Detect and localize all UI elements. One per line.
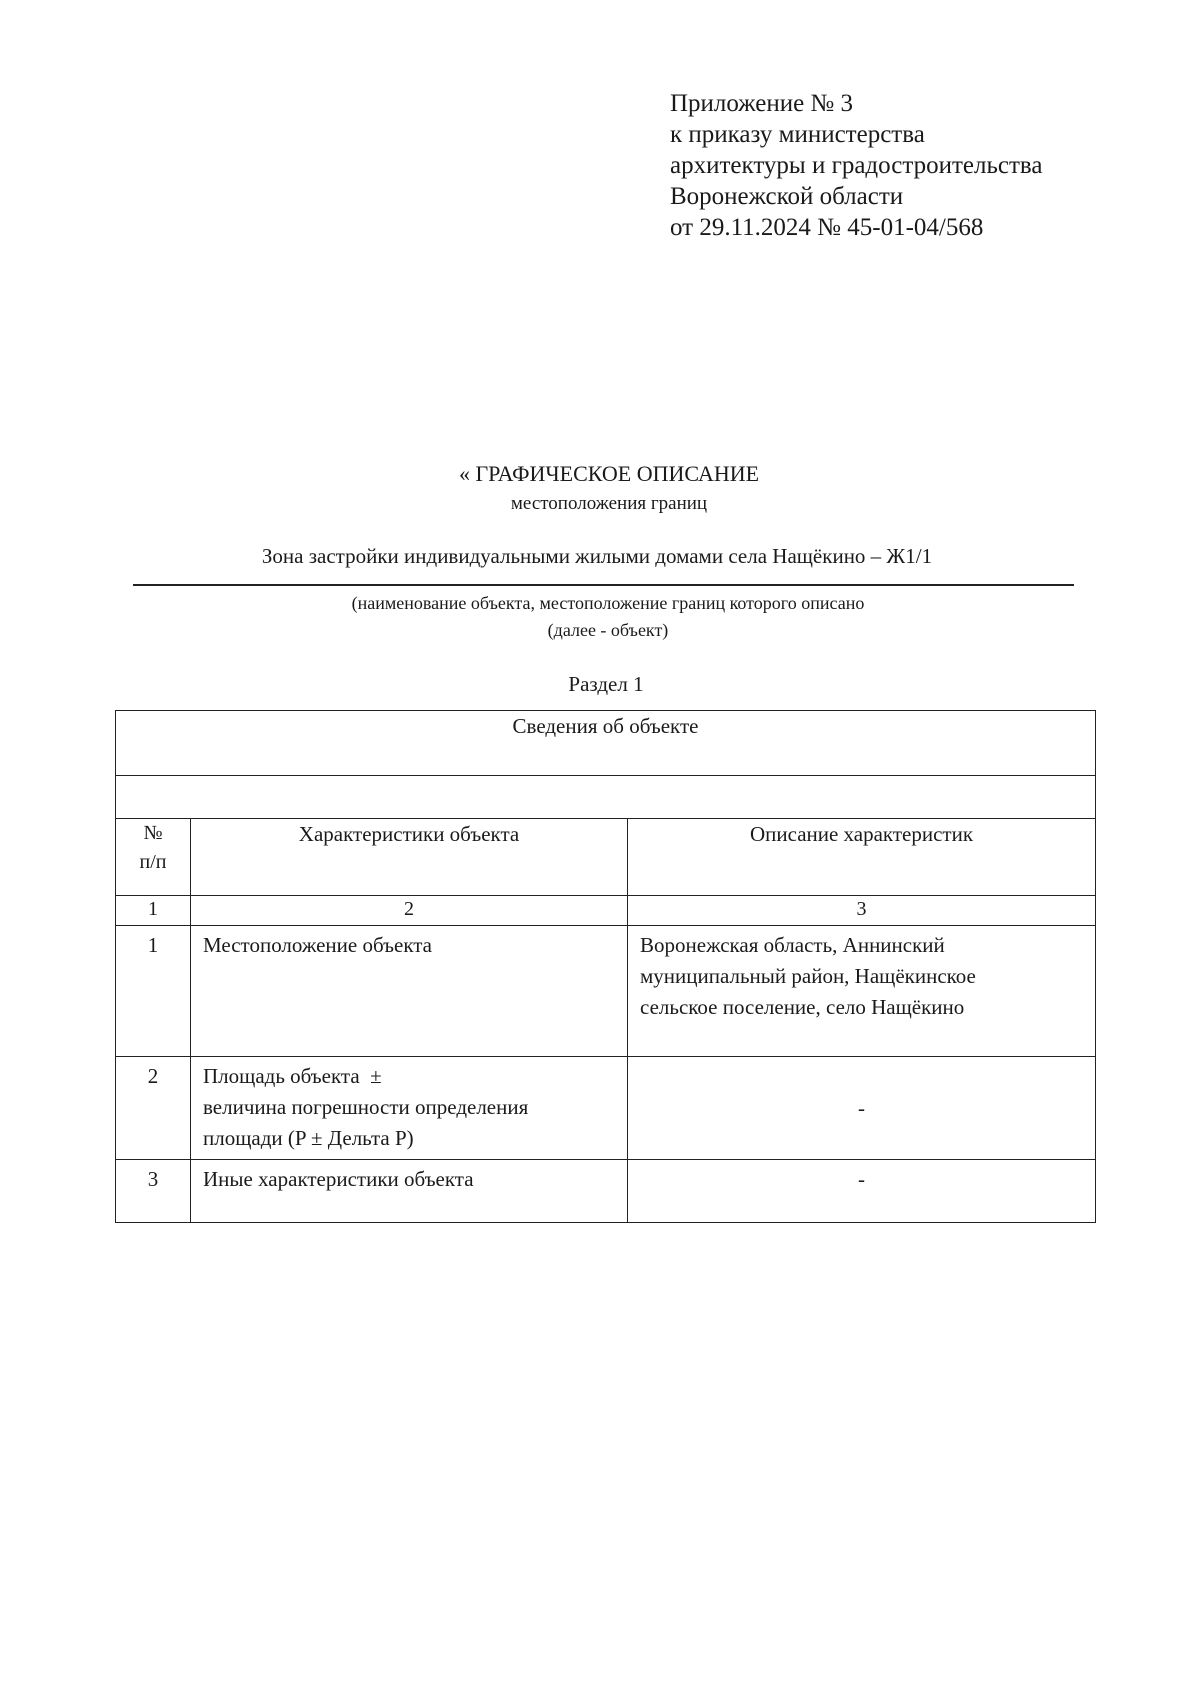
table-row: [116, 926, 1096, 1057]
description-line: сельское поселение, село Нащёкино: [640, 995, 965, 1019]
column-index-row: [116, 896, 1096, 926]
object-name-caption: [8, 590, 1200, 644]
row-characteristic: [191, 1057, 628, 1160]
characteristic-line: площади (P ± Дельта P): [203, 1126, 414, 1150]
column-header-number-line: №: [143, 822, 163, 844]
table-empty-cell: [116, 776, 1096, 819]
characteristic-line: Площадь объекта ±: [203, 1064, 382, 1088]
object-info-table: [115, 710, 1096, 1223]
column-header-number: [116, 819, 191, 896]
description-line: муниципальный район, Нащёкинское: [640, 964, 976, 988]
column-header-number-line: п/п: [139, 851, 167, 873]
document-subtitle: местоположения границ: [510, 493, 708, 514]
row-description: [628, 926, 1096, 1057]
object-name: Зона застройки индивидуальными жилыми домами села Нащёкино – Ж1/1: [261, 544, 933, 568]
column-header-description: Описание характеристик: [628, 819, 1096, 896]
column-header-row: [116, 819, 1096, 896]
table-row: [116, 1057, 1096, 1160]
row-number: 2: [116, 1057, 191, 1160]
appendix-line: к приказу министерства: [670, 121, 925, 148]
column-index: 3: [628, 896, 1096, 926]
row-number: 3: [116, 1160, 191, 1223]
appendix-line: Приложение № 3: [670, 90, 854, 117]
appendix-line: архитектуры и градостроительства: [670, 152, 1043, 179]
appendix-header: [670, 88, 1042, 243]
appendix-line: Воронежской области: [670, 183, 904, 210]
row-description: -: [628, 1057, 1096, 1160]
characteristic-line: величина погрешности определения: [203, 1095, 529, 1119]
column-index: 1: [116, 896, 191, 926]
row-description: -: [628, 1160, 1096, 1223]
table-header-row: [116, 711, 1096, 776]
table-header: Сведения об объекте: [116, 711, 1096, 776]
row-number: 1: [116, 926, 191, 1057]
row-characteristic: Местоположение объекта: [191, 926, 628, 1057]
table-empty-row: [116, 776, 1096, 819]
description-line: Воронежская область, Аннинский: [640, 933, 945, 957]
appendix-line: от 29.11.2024 № 45-01-04/568: [670, 214, 984, 241]
table-row: [116, 1160, 1096, 1223]
document-title: « ГРАФИЧЕСКОЕ ОПИСАНИЕ: [458, 461, 760, 486]
column-index: 2: [191, 896, 628, 926]
caption-line: (далее - объект): [547, 620, 669, 640]
column-header-characteristics: Характеристики объекта: [191, 819, 628, 896]
row-characteristic: Иные характеристики объекта: [191, 1160, 628, 1223]
object-name-underline: [133, 584, 1074, 586]
section-label: Раздел 1: [568, 672, 644, 696]
caption-line: (наименование объекта, местоположение границ которого описано: [351, 593, 865, 613]
